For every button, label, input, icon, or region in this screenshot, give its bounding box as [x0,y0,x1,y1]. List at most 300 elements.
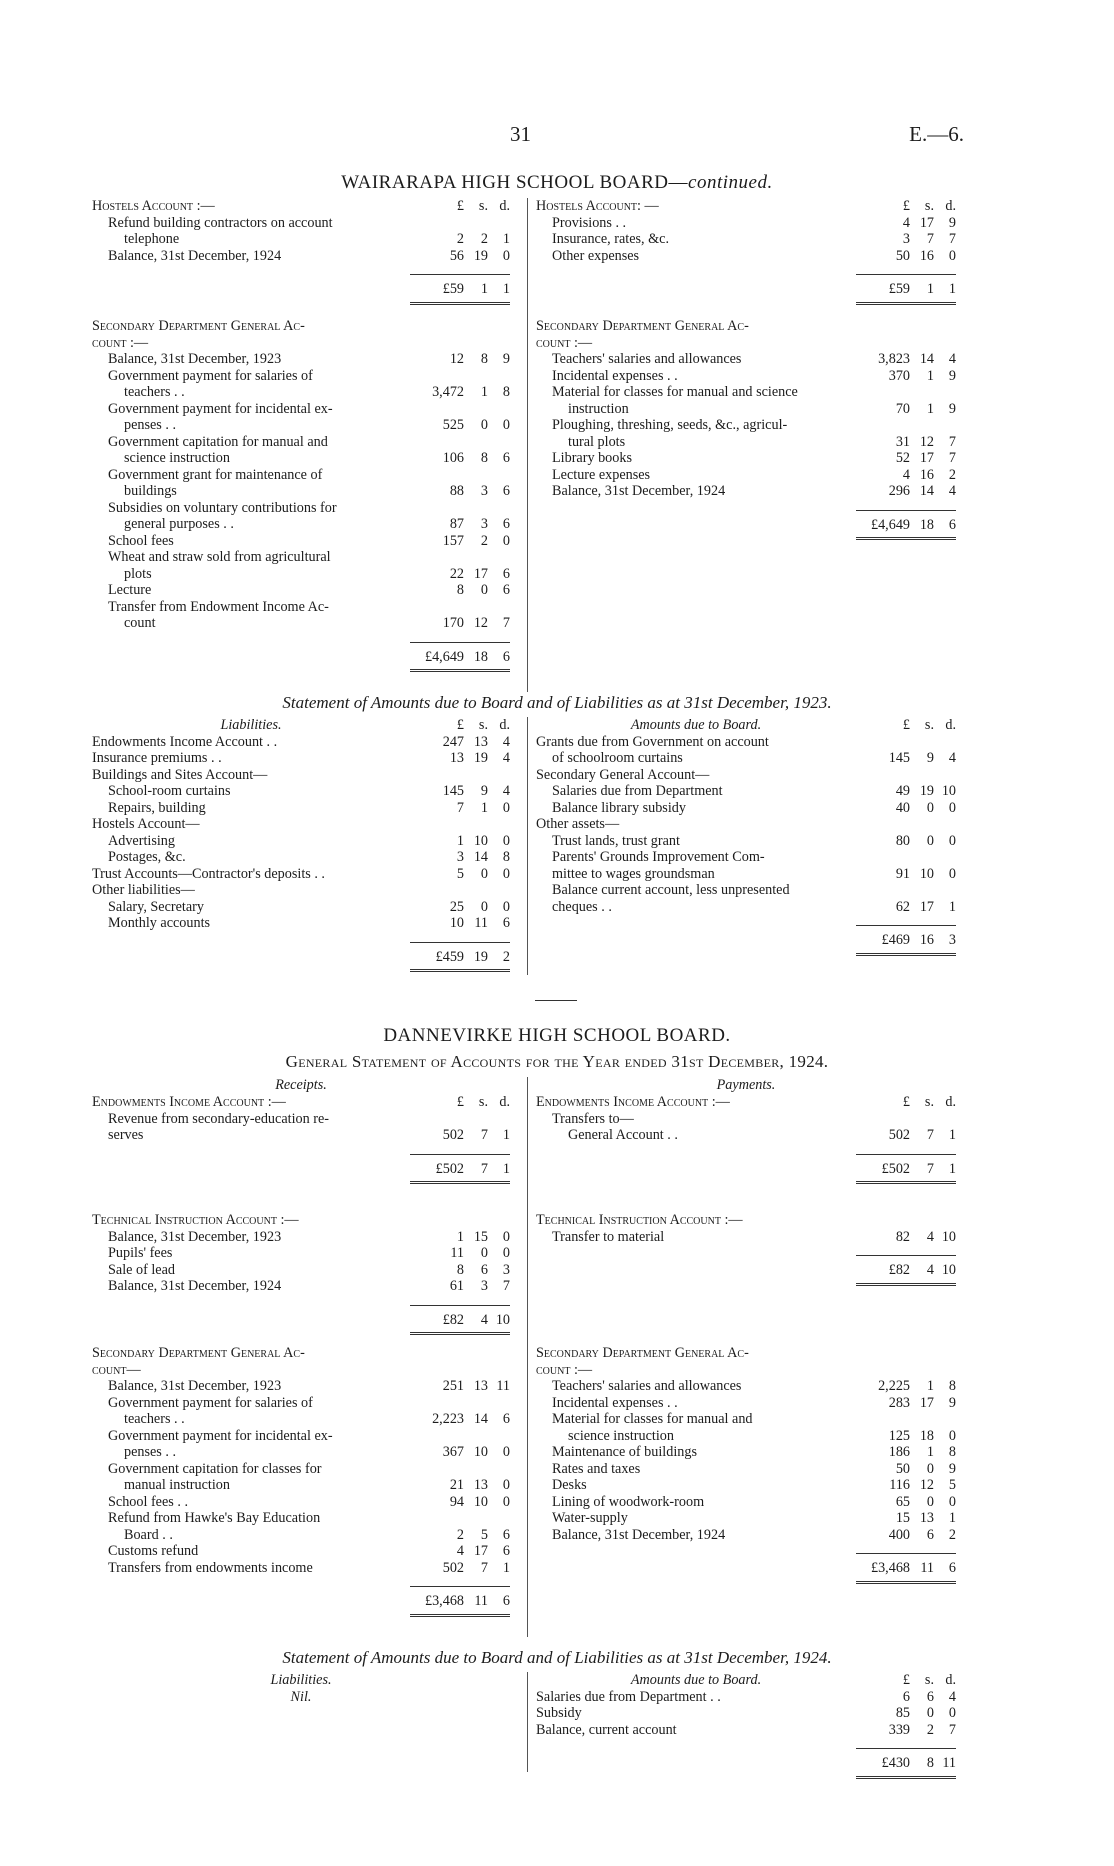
amount [856,1755,956,1772]
row-label: Balance, 31st December, 1923 [108,1378,282,1394]
amount-pence: 9 [948,214,956,231]
account-row [536,1494,956,1511]
row-label: Provisions . . [552,214,627,231]
account-row [536,368,956,385]
row-label: Customs refund [108,1543,199,1559]
row-label: Refund from Hawke's Bay Education [108,1510,321,1526]
row-label: Government payment for salaries of [108,367,313,384]
amount [410,1527,510,1544]
amount-pounds: 3,823 [878,351,910,367]
amount [410,1593,510,1610]
row-label: Balance, 31st December, 1924 [552,1526,726,1543]
account-row [92,450,510,467]
amount-pounds: 31 [895,433,910,450]
account-row [92,582,510,599]
total-row [92,649,510,666]
row-label: Buildings and Sites Account— [92,766,268,783]
amount-pounds: £4,649 [870,516,910,533]
account-row [92,1428,510,1445]
amount-shillings: 11 [474,915,488,931]
spacer [536,1543,956,1553]
column-heading-row [92,717,510,734]
row-label: Teachers' salaries and allowances [552,1378,742,1394]
amount-shillings: 7 [926,231,934,247]
amount [410,533,510,550]
amount-pence: 6 [502,582,510,598]
amount-shillings: 10 [473,1444,488,1460]
amount-pounds: 56 [449,247,464,264]
amount [856,351,956,368]
amount-shillings: 16 [919,247,934,264]
amount-pence: 0 [502,898,510,915]
column-heading: Amounts due to Board. [630,1672,762,1688]
amount [410,417,510,434]
total-row [536,932,956,949]
column-divider [527,1672,528,1772]
amount-pounds: 106 [442,450,464,466]
amount [410,649,510,666]
amount [410,734,510,751]
double-rule [410,1614,510,1617]
amount-shillings: 6 [926,1688,934,1705]
amount [856,215,956,232]
amount [410,833,510,850]
amount-pounds: 4 [902,214,910,231]
account-heading-label: Technical Instruction Account :— [92,1212,299,1228]
account-row [92,434,510,451]
amount [410,1127,510,1144]
amount [410,783,510,800]
row-label: general purposes . . [124,516,234,532]
amount-shillings: 0 [926,832,934,849]
account-row [92,231,510,248]
amount-shillings: 1 [926,1444,934,1460]
amount-pence: 8 [948,1378,956,1394]
wairarapa-secondary-receipts [92,318,510,672]
amount-pounds: 502 [442,1127,464,1143]
amount [856,248,956,265]
dannevirke-secondary-payments [536,1345,956,1584]
total-row [92,281,510,298]
total-row [92,1161,510,1178]
double-rule [856,1283,956,1286]
account-row [536,800,956,817]
account-row [92,767,510,784]
amount-pence: d. [945,1672,956,1688]
amount [856,750,956,767]
amount-shillings: 4 [480,1311,488,1328]
row-label: Other liabilities— [92,882,195,898]
amount-shillings: 12 [919,433,934,450]
amount-pounds: £ [456,198,464,214]
amount-shillings: 9 [480,783,488,799]
row-label: penses . . [124,1444,177,1460]
amount-shillings: 19 [919,783,934,799]
column-heading-row [536,717,956,734]
amount [856,434,956,451]
account-row [92,899,510,916]
account-row [536,783,956,800]
account-row [536,1527,956,1544]
amount-pounds: 170 [442,615,464,631]
account-heading [92,1212,510,1229]
amount-pence: 10 [941,1262,956,1278]
amount-pence: 6 [502,565,510,582]
wairarapa-secondary-payments [536,318,956,540]
row-label: Incidental expenses . . [552,1394,678,1411]
wairarapa-amounts-due [536,717,956,956]
amount-pence: 2 [502,948,510,965]
amount [856,450,956,467]
amount [410,351,510,368]
amount-shillings: 17 [919,450,934,466]
row-label: Balance, 31st December, 1923 [108,1228,282,1245]
row-label: Water-supply [552,1510,628,1526]
amount-pounds: 40 [895,799,910,816]
account-row [92,516,510,533]
amount-pence: 1 [948,1127,956,1143]
total-row [536,1755,956,1772]
amount-shillings: s. [478,717,488,733]
amount-pence: 6 [502,450,510,466]
amount [856,866,956,883]
row-label: Wheat and straw sold from agricultural [108,549,331,565]
account-heading [536,335,956,352]
amount-shillings: 3 [480,516,488,532]
amount-pence: 1 [502,231,510,247]
amount-shillings: 7 [480,1160,488,1177]
wairarapa-title: WAIRARAPA HIGH SCHOOL BOARD—continued. [341,172,773,193]
row-label: Ploughing, threshing, seeds, &c., agricul- [552,417,788,433]
amount-pence: 0 [948,247,956,264]
amount-shillings: 0 [480,582,488,598]
amount-pounds: 3 [902,231,910,247]
amount-pence: 9 [948,1460,956,1477]
amount-pence: 6 [502,1593,510,1609]
amount-pounds: 3,472 [432,384,464,400]
account-row [92,849,510,866]
amount-shillings: 17 [473,565,488,582]
account-row [536,1229,956,1246]
amount-pence: 0 [502,1245,510,1261]
account-row [536,882,956,899]
amount [410,1560,510,1577]
row-label: count :— [536,334,593,351]
amount-shillings: 14 [919,351,934,367]
amount-shillings: 13 [919,1510,934,1526]
amount [410,566,510,583]
amount-pounds: 296 [888,483,910,499]
account-heading-label: Hostels Account :— [92,198,215,214]
account-row [536,1705,956,1722]
amount-pounds: 2,223 [432,1411,464,1427]
amount-pence: 10 [495,1311,510,1328]
row-label: teachers . . [124,1411,185,1427]
dannevirke-endowments-payments [536,1094,956,1184]
sum-rule [410,1586,510,1587]
amount [410,1494,510,1511]
row-label: buildings [124,483,177,499]
row-label: Salary, Secretary [108,898,204,915]
amount-shillings: 0 [480,1245,488,1261]
row-label: Material for classes for manual and [552,1411,753,1427]
row-label: plots [124,565,152,582]
row-label: Pupils' fees [108,1245,173,1261]
account-row [92,483,510,500]
account-row [92,1543,510,1560]
dannevirke-technical-receipts [92,1212,510,1335]
amount [856,717,956,734]
account-row [536,1411,956,1428]
amount-pence: 0 [948,1705,956,1721]
amount-pounds: 22 [449,565,464,582]
spacer [92,264,510,274]
amount-pounds: £469 [881,932,910,948]
amount-pence: 6 [948,516,956,533]
amount-shillings: 3 [480,1278,488,1294]
amount-shillings: 19 [473,750,488,766]
account-row [92,215,510,232]
amount [410,899,510,916]
row-label: Other expenses [552,247,640,264]
total-row [536,1560,956,1577]
amount-pounds: 367 [442,1444,464,1460]
amount-pence: 8 [502,849,510,865]
amount-shillings: 1 [480,384,488,400]
row-label: Transfers from endowments income [108,1559,313,1576]
amount-pence: 7 [502,1278,510,1294]
amount-pounds: £82 [888,1262,910,1278]
amount-pounds: 12 [449,351,464,367]
account-row [92,1127,510,1144]
sum-rule [856,1255,956,1256]
amount-pence: 6 [502,516,510,532]
account-row [92,1378,510,1395]
account-heading [536,1212,956,1229]
spacer [92,1576,510,1586]
amount-pence: 11 [496,1378,510,1394]
amount-pence: 3 [948,932,956,948]
row-label: Government capitation for manual and [108,433,328,450]
amount-pounds: 11 [450,1245,464,1261]
amount-pounds: 4 [902,466,910,483]
row-label: Lining of woodwork-room [552,1493,705,1510]
row-label: Transfers to— [552,1110,634,1127]
account-row [536,450,956,467]
amount [410,1312,510,1329]
total-row [92,1593,510,1610]
amount [856,932,956,949]
amount-pounds: £502 [435,1160,464,1177]
amount-shillings: 7 [480,1127,488,1143]
amount [856,198,956,215]
amount-shillings: 1 [480,799,488,816]
amount [856,231,956,248]
amount-shillings: 3 [480,483,488,499]
row-label: serves [108,1127,144,1143]
double-rule [410,302,510,305]
amount [856,517,956,534]
row-label: Grants due from Government on account [536,733,769,750]
amount-pence: 7 [948,1721,956,1738]
row-label: manual instruction [124,1477,230,1493]
account-row [92,783,510,800]
amount-pounds: 8 [456,1261,464,1278]
amount [410,1411,510,1428]
amount-shillings: 6 [926,1526,934,1543]
amount-pence: 4 [948,750,956,766]
account-row [536,401,956,418]
amount [856,368,956,385]
amount [410,1094,510,1111]
account-row [92,1477,510,1494]
total-row [92,949,510,966]
amount [410,615,510,632]
amount-pence: d. [945,198,956,214]
amount-shillings: 2 [480,532,488,549]
amount-pounds: 82 [895,1228,910,1245]
section-separator [535,1000,577,1001]
row-label: tural plots [568,433,626,450]
amount-pounds: 91 [895,865,910,882]
amount-pence: 0 [948,1427,956,1444]
amount-pence: 9 [502,351,510,367]
spacer [536,1144,956,1154]
row-label: Secondary Department General Ac- [536,1345,749,1361]
row-label: Insurance, rates, &c. [552,231,669,247]
amount-pounds: 6 [902,1688,910,1705]
sum-rule [856,925,956,926]
amount-shillings: s. [924,717,934,733]
amount-shillings: 8 [480,450,488,466]
account-heading [536,1362,956,1379]
account-row [92,1560,510,1577]
amount-shillings: 13 [473,733,488,750]
account-heading [92,318,510,335]
amount-pence: 7 [948,231,956,247]
amount-shillings: 19 [473,247,488,264]
amount-shillings: 12 [919,1477,934,1493]
account-row [92,533,510,550]
amount-pounds: 52 [895,450,910,466]
amount-pounds: 62 [895,898,910,915]
amount-pounds: 50 [895,1460,910,1477]
amount-pence: 0 [948,799,956,816]
account-heading [536,318,956,335]
account-heading [536,1345,956,1362]
amount-pounds: £59 [888,281,910,297]
amount-pounds: 502 [442,1559,464,1576]
amount-pounds: £ [456,1094,464,1110]
row-label: Secondary Department General Ac- [92,318,305,334]
spacer [536,915,956,925]
account-row [92,866,510,883]
row-label: science instruction [124,450,230,466]
account-row [92,750,510,767]
sum-rule [856,1553,956,1554]
amount-shillings: 18 [919,1427,934,1444]
amount-shillings: 10 [919,865,934,882]
account-row [536,467,956,484]
row-label: Balance, 31st December, 1924 [108,247,282,264]
amount-pence: d. [945,717,956,733]
amount-pounds: £4,649 [424,648,464,665]
amount-pounds: 5 [456,865,464,882]
dannevirke-subtitle: General Statement of Accounts for the Year ended 31st December, 1924. [285,1052,829,1071]
spacer [92,1295,510,1305]
amount-pounds: 94 [449,1493,464,1510]
amount-pounds: £ [902,717,910,733]
amount-pounds: 87 [449,516,464,532]
row-label: Subsidies on voluntary contributions for [108,499,337,516]
sum-rule [410,1154,510,1155]
account-heading [536,1094,956,1111]
amount-pence: 6 [502,483,510,499]
row-label: Balance current account, less unpresented [552,882,790,898]
amount-pounds: £ [902,1094,910,1110]
amount-pounds: £502 [881,1160,910,1177]
row-label: count [124,615,156,631]
column-divider [527,198,528,692]
account-row [92,417,510,434]
account-row [536,248,956,265]
account-row [536,1461,956,1478]
amount [856,281,956,298]
amount-shillings: s. [478,1094,488,1110]
amount-shillings: 14 [473,849,488,865]
amount-pence: 4 [502,750,510,766]
amount-pence: 9 [948,1394,956,1411]
wairarapa-hostels-payments [536,198,956,305]
account-row [92,1510,510,1527]
row-label: Government payment for incidental ex- [108,1427,333,1444]
amount [856,1527,956,1544]
amount-pence: 7 [948,450,956,466]
amount-shillings: 10 [473,832,488,849]
amount [856,1510,956,1527]
row-label: science instruction [568,1427,674,1444]
account-row [92,248,510,265]
row-label: Government payment for salaries of [108,1394,313,1411]
account-row [536,1395,956,1412]
double-rule [410,1332,510,1335]
amount-pence: 7 [948,433,956,450]
amount-shillings: 13 [473,1477,488,1493]
amount-pounds: 116 [889,1477,910,1493]
amount [856,467,956,484]
amount-shillings: 0 [926,799,934,816]
amount-pence: 6 [502,1411,510,1427]
amount [856,1094,956,1111]
account-row [92,549,510,566]
amount-pounds: 1 [456,832,464,849]
amount-pence: 0 [502,1477,510,1493]
amount-pounds: 21 [449,1477,464,1493]
amount-pounds: 502 [888,1127,910,1143]
row-label: Government capitation for classes for [108,1460,322,1477]
amount-shillings: 14 [919,483,934,499]
amount-pence: 1 [948,1510,956,1526]
row-label: School-room curtains [108,783,231,799]
dannevirke-statement-title: Statement of Amounts due to Board and of Liabilities as at 31st December, 1924. [282,1648,832,1667]
amount-shillings: 17 [919,1394,934,1411]
account-row [536,1510,956,1527]
spacer [92,632,510,642]
amount-pounds: 3 [456,849,464,865]
amount-pounds: 157 [442,532,464,549]
double-rule [856,537,956,540]
double-rule [410,969,510,972]
